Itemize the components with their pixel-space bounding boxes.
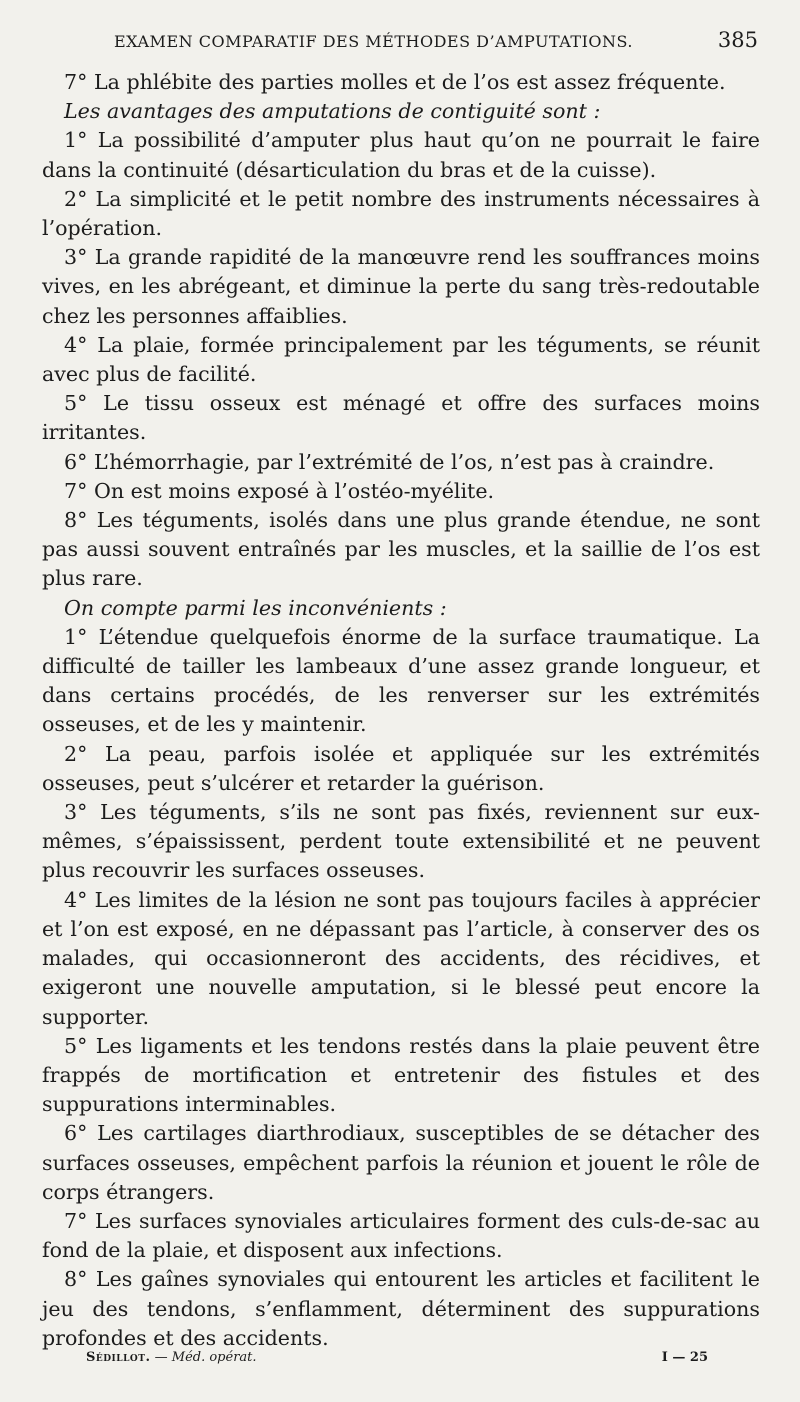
paragraph: 1° La possibilité d’amputer plus haut qu’on ne pourrait le faire dans la continuité (désarticulation du bras et de la cuisse). — [42, 128, 760, 182]
footer-author: Sédillot. — [86, 1350, 151, 1365]
paragraph: 8° Les téguments, isolés dans une plus grande étendue, ne sont pas aussi souvent entraînés par les muscles, et la saillie de l’os est plus rare. — [42, 508, 760, 591]
paragraph: 4° Les limites de la lésion ne sont pas toujours faciles à apprécier et l’on est exposé, en ne dépassant pas l’article, à conserver des os malades, qui occasionneront des accidents, des récidives, et exigeront une nouvelle amputation, si le blessé peut encore la supporter. — [42, 887, 760, 1029]
section-heading-disadvantages: On compte parmi les inconvénients : — [64, 595, 447, 620]
paragraph: 7° Les surfaces synoviales articulaires forment des culs-de-sac au fond de la plaie, et disposent aux infections. — [42, 1208, 760, 1263]
signature-mark: I — 25 — [661, 1350, 708, 1365]
paragraph: 8° Les gaînes synoviales qui entourent les articles et facilitent le jeu des tendons, s’enflamment, déterminent des suppurations profondes et des accidents. — [42, 1267, 760, 1350]
paragraph: 6° L’hémorrhagie, par l’extrémité de l’os, n’est pas à craindre. — [64, 449, 715, 474]
paragraph: 6° Les cartilages diarthrodiaux, susceptibles de se détacher des surfaces osseuses, empêchent parfois la réunion et jouent le rôle de corps étrangers. — [42, 1121, 760, 1204]
paragraph: 2° La simplicité et le petit nombre des instruments nécessaires à l’opération. — [42, 186, 760, 241]
paragraph: 2° La peau, parfois isolée et appliquée sur les extrémités osseuses, peut s’ulcérer et retarder la guérison. — [42, 741, 760, 795]
running-title: EXAMEN COMPARATIF DES MÉTHODES D’AMPUTATIONS. — [114, 32, 633, 51]
paragraph: 1° L’étendue quelquefois énorme de la surface traumatique. La difficulté de tailler les lambeaux d’une assez grande longueur, et dans certains procédés, de les renverser sur les extrémités osseuses, et de les y maintenir. — [42, 624, 760, 737]
paragraph: 7° La phlébite des parties molles et de l’os est assez fréquente. — [64, 70, 726, 94]
paragraph: 3° Les téguments, s’ils ne sont pas fixés, reviennent sur eux-mêmes, s’épaississent, perdent toute extensibilité et ne peuvent plus recouvrir les surfaces osseuses. — [42, 800, 760, 883]
paragraph: 3° La grande rapidité de la manœuvre rend les souffrances moins vives, en les abrégeant, et diminue la perte du sang très-redoutable chez les personnes affaiblies. — [42, 245, 760, 328]
paragraph: 4° La plaie, formée principalement par les téguments, se réunit avec plus de facilité. — [42, 332, 760, 387]
page-header — [42, 28, 760, 64]
page-number: 385 — [717, 28, 758, 52]
paragraph: 5° Le tissu osseux est ménagé et offre des surfaces moins irritantes. — [42, 391, 760, 445]
page-body — [42, 68, 760, 1353]
paragraph: 7° On est moins exposé à l’ostéo-myélite. — [64, 478, 495, 503]
paragraph: 5° Les ligaments et les tendons restés dans la plaie peuvent être frappés de mortification et entretenir des fistules et des suppurations interminables. — [42, 1033, 760, 1117]
section-heading-advantages: Les avantages des amputations de contiguité sont : — [64, 99, 601, 124]
footer-credit — [86, 1350, 257, 1365]
footer-work: — Méd. opérat. — [154, 1350, 257, 1365]
page-footer — [86, 1350, 708, 1365]
